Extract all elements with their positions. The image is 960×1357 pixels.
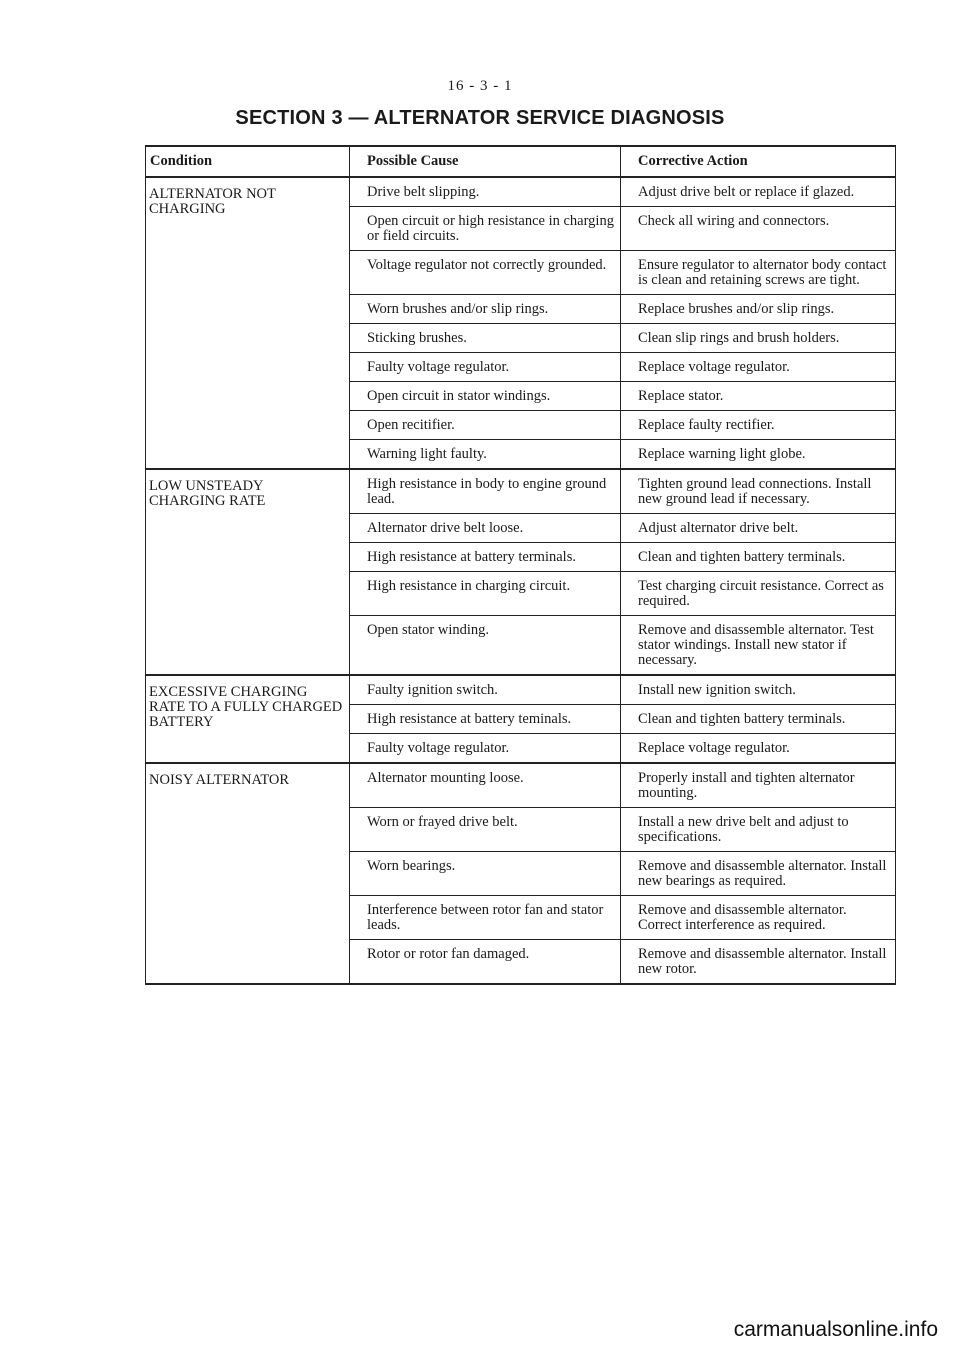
possible-cause-cell: Voltage regulator not correctly grounded. [350,251,621,295]
corrective-action-cell: Check all wiring and connectors. [621,207,896,251]
possible-cause-cell: Interference between rotor fan and stator leads. [350,896,621,940]
corrective-action-cell: Replace faulty rectifier. [621,411,896,440]
header-row [146,146,896,177]
page-number: 16 - 3 - 1 [447,78,513,94]
possible-cause-cell: Warning light faulty. [350,440,621,470]
table-body [146,177,896,984]
section-title: SECTION 3 — ALTERNATOR SERVICE DIAGNOSIS [235,107,725,129]
watermark [0,1318,960,1342]
possible-cause-cell: Worn brushes and/or slip rings. [350,295,621,324]
corrective-action-cell: Ensure regulator to alternator body contact is clean and retaining screws are tight. [621,251,896,295]
header-possible-cause: Possible Cause [350,146,621,177]
corrective-action-cell: Replace voltage regulator. [621,734,896,764]
header-corrective-action: Corrective Action [621,146,896,177]
possible-cause-cell: Open stator winding. [350,616,621,676]
corrective-action-cell: Install new ignition switch. [621,675,896,705]
possible-cause-cell: Open circuit in stator windings. [350,382,621,411]
possible-cause-cell: High resistance at battery terminals. [350,543,621,572]
corrective-action-cell: Remove and disassemble alternator. Test stator windings. Install new stator if necessary. [621,616,896,676]
possible-cause-cell: Rotor or rotor fan damaged. [350,940,621,985]
condition-cell: EXCESSIVE CHARGING RATE TO A FULLY CHARGED BATTERY [146,675,350,763]
corrective-action-cell: Adjust drive belt or replace if glazed. [621,177,896,207]
condition-cell: LOW UNSTEADY CHARGING RATE [146,469,350,675]
corrective-action-cell: Replace warning light globe. [621,440,896,470]
possible-cause-cell: Alternator mounting loose. [350,763,621,808]
corrective-action-cell: Remove and disassemble alternator. Install new rotor. [621,940,896,985]
condition-cell: ALTERNATOR NOT CHARGING [146,177,350,469]
corrective-action-cell: Properly install and tighten alternator mounting. [621,763,896,808]
diagnosis-table [145,145,896,985]
corrective-action-cell: Remove and disassemble alternator. Install new bearings as required. [621,852,896,896]
corrective-action-cell: Replace stator. [621,382,896,411]
corrective-action-cell: Adjust alternator drive belt. [621,514,896,543]
possible-cause-cell: High resistance in body to engine ground lead. [350,469,621,514]
possible-cause-cell: Faulty voltage regulator. [350,734,621,764]
condition-cell: NOISY ALTERNATOR [146,763,350,984]
corrective-action-cell: Clean and tighten battery terminals. [621,705,896,734]
corrective-action-cell: Test charging circuit resistance. Correct as required. [621,572,896,616]
header-condition: Condition [146,146,350,177]
possible-cause-cell: Open circuit or high resistance in charging or field circuits. [350,207,621,251]
table-row [146,469,896,514]
corrective-action-cell: Tighten ground lead connections. Install new ground lead if necessary. [621,469,896,514]
corrective-action-cell: Install a new drive belt and adjust to specifications. [621,808,896,852]
corrective-action-cell: Remove and disassemble alternator. Correct interference as required. [621,896,896,940]
possible-cause-cell: Drive belt slipping. [350,177,621,207]
table-row [146,675,896,705]
table-header [146,146,896,177]
corrective-action-cell: Replace brushes and/or slip rings. [621,295,896,324]
corrective-action-cell: Clean and tighten battery terminals. [621,543,896,572]
watermark-text: carmanualsonline.info [733,1318,938,1341]
possible-cause-cell: Sticking brushes. [350,324,621,353]
possible-cause-cell: Faulty voltage regulator. [350,353,621,382]
possible-cause-cell: High resistance in charging circuit. [350,572,621,616]
possible-cause-cell: Alternator drive belt loose. [350,514,621,543]
table-row [146,177,896,207]
possible-cause-cell: Worn bearings. [350,852,621,896]
possible-cause-cell: Faulty ignition switch. [350,675,621,705]
table-row [146,763,896,808]
possible-cause-cell: High resistance at battery teminals. [350,705,621,734]
possible-cause-cell: Open recitifier. [350,411,621,440]
possible-cause-cell: Worn or frayed drive belt. [350,808,621,852]
corrective-action-cell: Clean slip rings and brush holders. [621,324,896,353]
corrective-action-cell: Replace voltage regulator. [621,353,896,382]
